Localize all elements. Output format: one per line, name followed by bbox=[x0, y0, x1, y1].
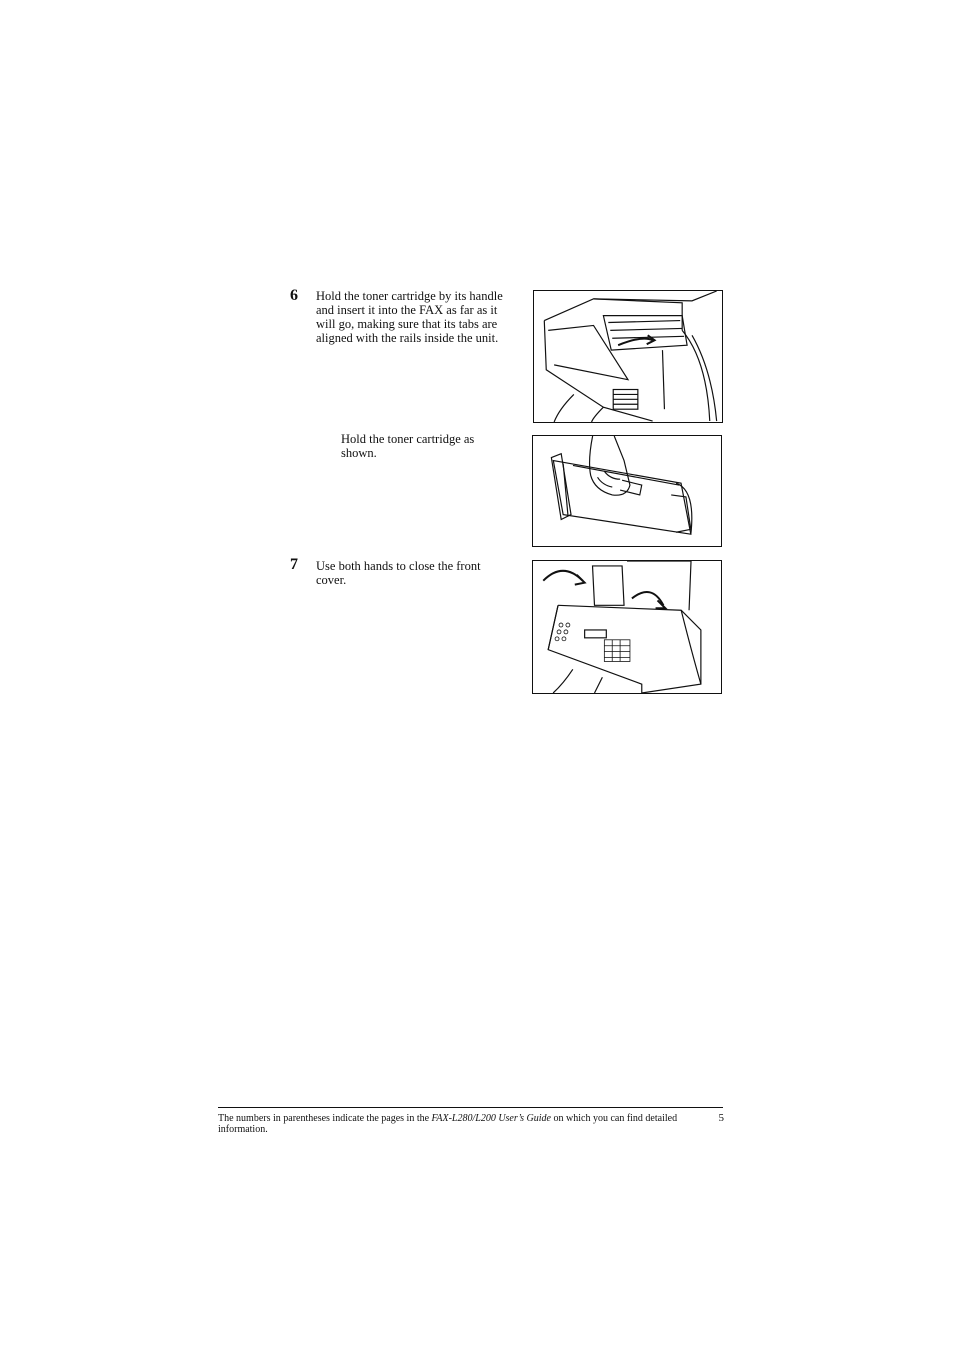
step-7-number: 7 bbox=[290, 556, 298, 573]
footer-guide-title: FAX-L280/L200 User’s Guide bbox=[431, 1113, 551, 1124]
insert-cartridge-figure bbox=[533, 290, 723, 423]
footer-text-before: The numbers in parentheses indicate the pages in the bbox=[218, 1113, 432, 1124]
footer-note bbox=[218, 1113, 698, 1135]
footer-rule bbox=[218, 1107, 723, 1108]
fax-open-cartridge-illustration bbox=[534, 291, 722, 422]
step-6-text: Hold the toner cartridge by its handle and insert it into the FAX as far as it will go, making sure that its tabs are aligned with the rails inside the unit. bbox=[316, 289, 503, 345]
step-7-text: Use both hands to close the front cover. bbox=[316, 559, 481, 587]
fax-close-cover-illustration bbox=[533, 561, 721, 693]
step-6-number: 6 bbox=[290, 287, 298, 304]
page-number: 5 bbox=[718, 1112, 724, 1124]
hand-holding-cartridge-illustration bbox=[533, 436, 721, 546]
hold-cartridge-note: Hold the toner cartridge as shown. bbox=[341, 432, 475, 460]
close-cover-figure bbox=[532, 560, 722, 694]
footer-text-after: on which you can find detailed information. bbox=[218, 1113, 678, 1135]
hold-cartridge-figure bbox=[532, 435, 722, 547]
